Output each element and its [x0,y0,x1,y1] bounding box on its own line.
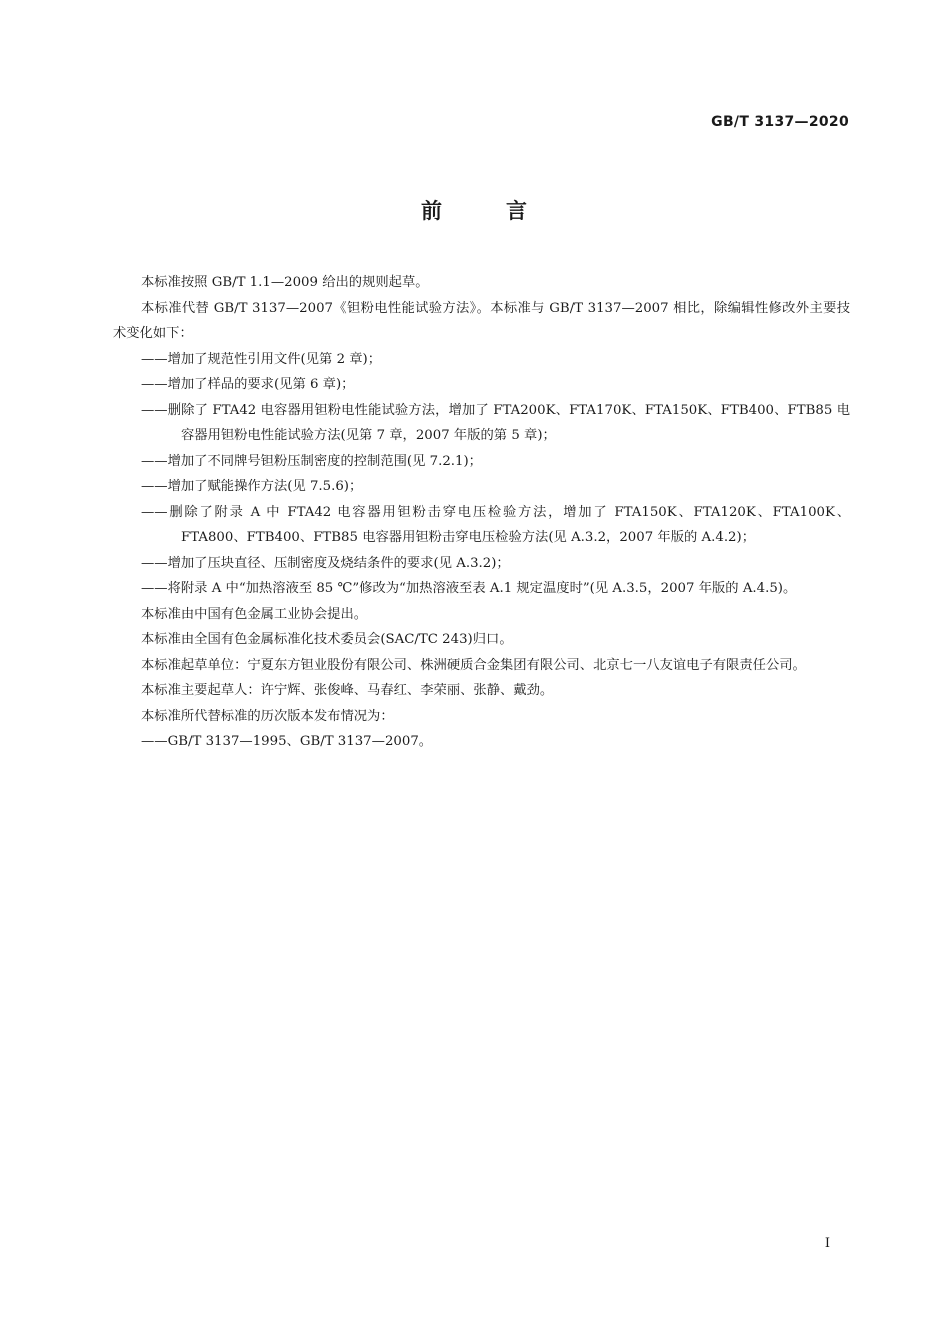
change-list-item: ——增加了不同牌号钽粉压制密度的控制范围(见 7.2.1)； [141,453,482,469]
title-char-1: 前 [421,199,444,223]
change-list-item: ——增加了赋能操作方法(见 7.5.6)； [141,479,363,494]
paragraph-drafting-rules: 本标准按照 GB/T 1.1—2009 给出的规则起草。 [141,275,429,290]
paragraph-committee: 本标准由全国有色金属标准化技术委员会(SAC/TC 243)归口。 [141,632,513,647]
paragraph-drafters: 本标准主要起草人：许宁辉、张俊峰、马春红、李荣丽、张静、戴劲。 [141,683,554,698]
title-char-2: 言 [506,199,529,223]
change-list-item: ——将附录 A 中“加热溶液至 85 ℃”修改为“加热溶液至表 A.1 规定温度时”(见 A.3.5，2007 年版的 A.4.5)。 [141,581,797,596]
paragraph-history-intro: 本标准所代替标准的历次版本发布情况为： [141,708,394,724]
change-list-item: ——增加了压块直径、压制密度及烧结条件的要求(见 A.3.2)； [141,555,510,571]
page-number: I [824,1236,830,1251]
standard-code: GB/T 3137—2020 [711,114,849,130]
change-list-item: ——增加了样品的要求(见第 6 章)； [141,377,355,392]
paragraph-proposer: 本标准由中国有色金属工业协会提出。 [141,606,368,622]
paragraph-replacement: 本标准代替 GB/T 3137—2007《钽粉电性能试验方法》。本标准与 GB/T 3137—2007 相比，除编辑性修改外主要技术变化如下： [113,300,850,341]
change-list-item: ——删除了附录 A 中 FTA42 电容器用钽粉击穿电压检验方法，增加了 FTA150K、FTA120K、FTA100K、FTA800、FTB400、FTB85 电容器用钽粉击穿电压检验方法(见 A.3.2，2007 年版的 A.4.2)； [141,504,850,545]
change-list-item: ——增加了规范性引用文件(见第 2 章)； [141,351,382,367]
paragraph-drafting-units: 本标准起草单位：宁夏东方钽业股份有限公司、株洲硬质合金集团有限公司、北京七一八友谊电子有限责任公司。 [141,657,806,673]
change-list-item: ——删除了 FTA42 电容器用钽粉电性能试验方法，增加了 FTA200K、FTA170K、FTA150K、FTB400、FTB85 电容器用钽粉电性能试验方法(见第 7 章，2007 年版的第 5 章)； [141,402,850,443]
foreword-body [113,270,850,755]
history-list-item: ——GB/T 3137—1995、GB/T 3137—2007。 [141,734,433,749]
page-title [0,195,950,225]
